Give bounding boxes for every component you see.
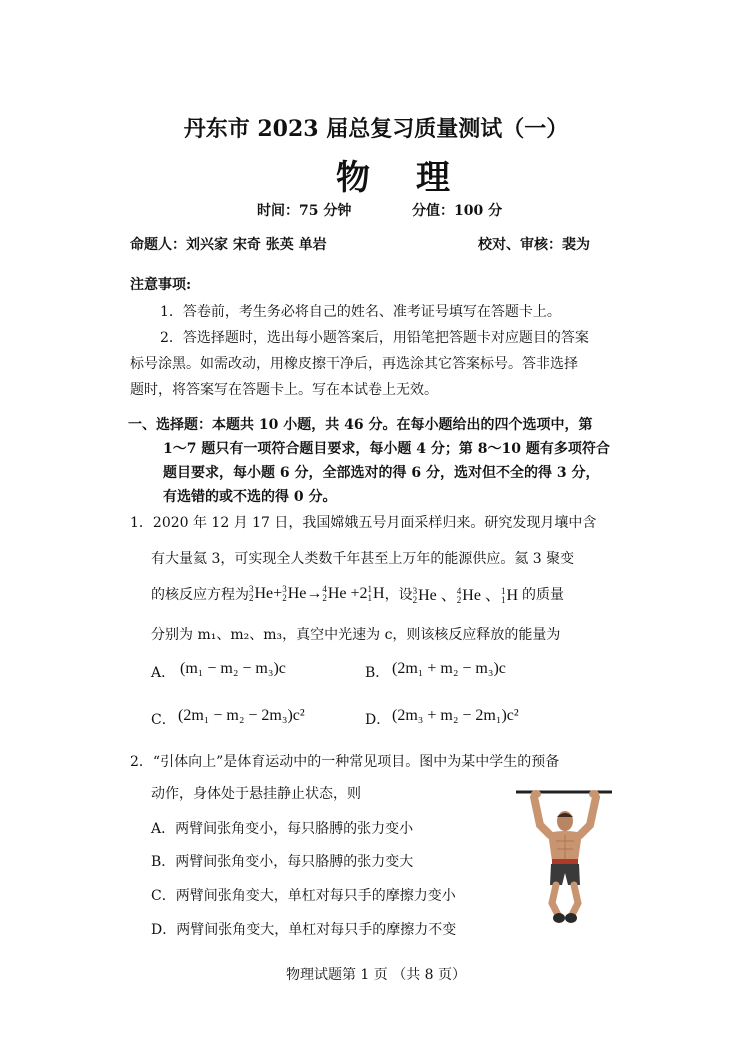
right-leg [572,885,578,915]
q1-line-3 [151,582,564,605]
exam-time: 时间：75 分钟 [257,203,352,219]
hair [557,813,573,817]
nuclide-list: 3 2 He 、 4 2 He 、 1 1 H [412,586,518,606]
q1-line-3-suffix: 的质量 [522,586,564,603]
q1-option-a-label: A． [151,665,176,681]
notice-item-2-line-2: 标号涂黑。如需改动，用橡皮擦干净后，再选涂其它答案标号。答非选择 [130,356,578,372]
q1-option-b-label: B． [365,665,390,681]
right-arm [580,797,596,835]
q2-line-1: 2．“引体向上”是体育运动中的一种常见项目。图中为某中学生的预备 [130,754,560,770]
q2-option-c: C．两臂间张角变大，单杠对每只手的摩擦力变小 [151,888,456,904]
q1-line-3-mid: ，设 [384,586,413,603]
q1-option-d-label: D． [365,712,391,728]
right-shoe [565,913,577,923]
q1-line-4: 分别为 m₁、m₂、m₃，真空中光速为 c，则该核反应释放的能量为 [151,627,561,643]
exam-authors: 命题人：刘兴家 宋奇 张英 单岩 [130,237,327,253]
q1-option-c: (2m₁ − m₂ − 2m₃)c² [178,707,305,724]
q1-option-b: (2m₁ + m₂ − m₃)c [392,660,506,677]
q2-option-b: B．两臂间张角变小，每只胳膊的张力变大 [151,854,414,870]
left-arm [534,797,550,835]
notice-item-2-line-3: 题时，将答案写在答题卡上。写在本试卷上无效。 [130,382,438,398]
notice-item-1: 1．答卷前，考生务必将自己的姓名、准考证号填写在答题卡上。 [160,304,561,320]
q2-option-a: A．两臂间张角变小，每只胳膊的张力变小 [151,821,414,837]
notice-heading: 注意事项: [130,277,192,293]
notice-item-2-line-1: 2．答选择题时，选出每小题答案后，用铅笔把答题卡对应题目的答案 [160,330,589,346]
q1-line-2: 有大量氦 3，可实现全人类数千年甚至上万年的能源供应。氦 3 聚变 [151,551,575,567]
q1-line-1: 1．2020 年 12 月 17 日，我国嫦娥五号月面采样归来。研究发现月壤中含 [130,515,597,531]
q1-option-a: (m₁ − m₂ − m₃)c [180,660,286,677]
exam-title: 丹东市 2023 届总复习质量测试（一） [183,116,569,142]
left-shoe [553,913,565,923]
section-1-line-1: 一、选择题：本题共 10 小题，共 46 分。在每小题给出的四个选项中，第 [128,417,593,433]
pull-up-figure [512,785,622,930]
q2-line-2: 动作，身体处于悬挂静止状态，则 [151,786,361,802]
waistband [552,859,578,864]
nuclear-equation: 3 2 He+ 3 2 He→ 4 2 He +2 1 1 H [249,583,385,603]
q1-option-c-label: C． [151,712,176,728]
section-1-line-2: 1～7 题只有一项符合题目要求，每小题 4 分；第 8～10 题有多项符合 [163,441,610,457]
section-1-line-3: 题目要求，每小题 6 分，全部选对的得 6 分，选对但不全的得 3 分， [163,465,600,481]
q1-option-d: (2m₃ + m₂ − 2m₁)c² [392,707,519,724]
section-1-line-4: 有选错的或不选的得 0 分。 [163,489,337,505]
exam-score: 分值：100 分 [412,203,503,219]
q1-line-3-prefix: 的核反应方程为 [151,586,249,603]
subject-title: 物理 [336,158,496,198]
exam-reviewer: 校对、审核：裴为 [478,237,590,253]
q2-option-d: D．两臂间张角变大，单杠对每只手的摩擦力不变 [151,922,457,938]
page-footer: 物理试题第 1 页 （共 8 页） [285,967,467,983]
left-leg [552,885,558,915]
